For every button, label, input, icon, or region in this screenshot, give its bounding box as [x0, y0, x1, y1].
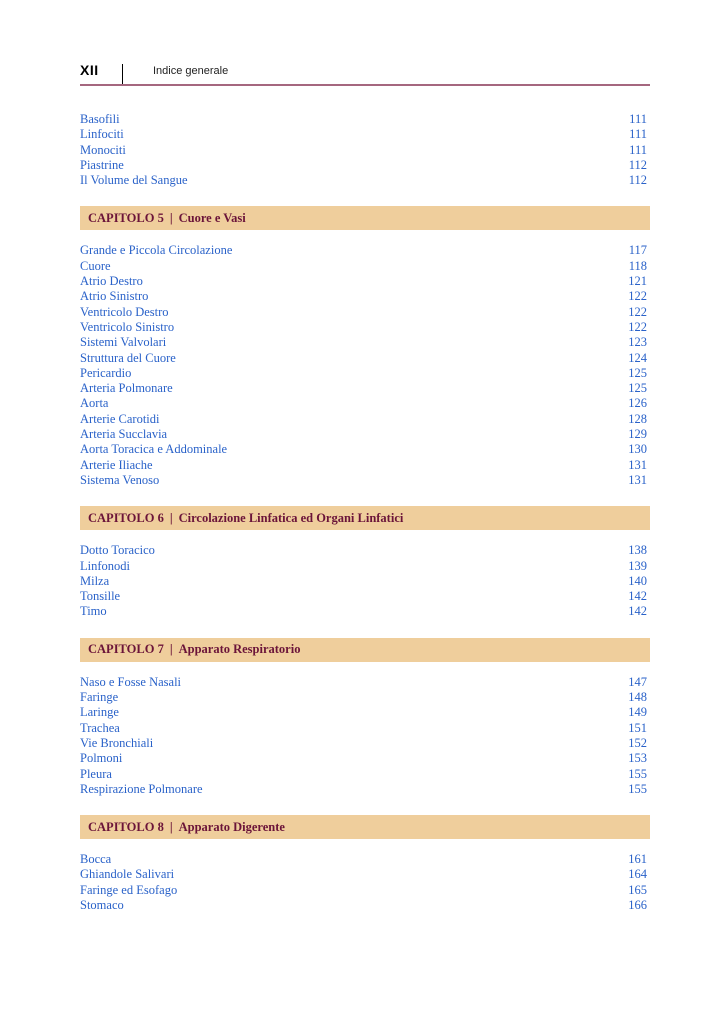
toc-entry-page: 122	[628, 289, 647, 304]
toc-entry-label: Bocca	[80, 852, 112, 867]
toc-entry[interactable]	[80, 721, 647, 736]
toc-entry-page: 138	[628, 543, 647, 558]
toc-entry-label: Sistemi Valvolari	[80, 335, 167, 350]
toc-entry[interactable]	[80, 782, 647, 797]
toc-entry-page: 128	[628, 411, 647, 426]
toc-entry-page: 165	[628, 882, 647, 897]
toc-entry-page: 123	[628, 335, 647, 350]
chapter-entries	[80, 543, 647, 619]
toc-entry-label: Pleura	[80, 766, 112, 781]
toc-entry-page: 122	[628, 304, 647, 319]
toc-entry-label: Il Volume del Sangue	[80, 173, 188, 188]
chapter-number: CAPITOLO 8	[88, 819, 164, 834]
chapter-heading[interactable]	[80, 638, 650, 662]
toc-entry-label: Naso e Fosse Nasali	[80, 674, 182, 689]
toc-entry[interactable]	[80, 396, 647, 411]
toc-entry-label: Polmoni	[80, 751, 123, 766]
toc-entry-label: Milza	[80, 573, 110, 588]
toc-entry-label: Arteria Polmonare	[80, 381, 173, 396]
toc-entry-page: 166	[628, 897, 647, 912]
chapter-title: Apparato Respiratorio	[178, 642, 301, 657]
toc-entry-page: 118	[628, 258, 647, 273]
toc-entry-page: 111	[629, 112, 647, 126]
toc-entry[interactable]	[80, 289, 647, 304]
toc-entry[interactable]	[80, 427, 647, 442]
toc-entry-page: 155	[628, 766, 647, 781]
chapter-heading[interactable]	[80, 206, 650, 230]
toc-entry-label: Vie Bronchiali	[80, 735, 154, 750]
toc-entry-label: Grande e Piccola Circolazione	[80, 243, 233, 258]
toc-entry[interactable]	[80, 381, 647, 396]
toc-entry-page: 151	[628, 720, 647, 735]
header-rule	[80, 84, 650, 86]
toc-entry[interactable]	[80, 366, 647, 381]
toc-entry[interactable]	[80, 158, 647, 173]
toc-entry[interactable]	[80, 112, 647, 127]
toc-entry-label: Linfociti	[80, 127, 124, 142]
toc-entry-label: Arterie Carotidi	[80, 411, 160, 426]
chapter-entries	[80, 243, 647, 488]
toc-entry-label: Atrio Sinistro	[80, 289, 149, 304]
toc-entry[interactable]	[80, 705, 647, 720]
chapter-heading[interactable]	[80, 506, 650, 530]
toc-entry-label: Laringe	[80, 705, 119, 720]
toc-entry-page: 152	[628, 735, 647, 750]
toc-entry[interactable]	[80, 143, 647, 158]
toc-entry-page: 122	[628, 319, 647, 334]
toc-entry[interactable]	[80, 751, 647, 766]
toc-entry-page: 125	[628, 365, 647, 380]
toc-entry[interactable]	[80, 351, 647, 366]
toc-entry-page: 111	[629, 127, 647, 142]
toc-entry[interactable]	[80, 259, 647, 274]
toc-entry[interactable]	[80, 243, 647, 258]
toc-entry-label: Monociti	[80, 142, 126, 157]
toc-entry-page: 124	[628, 350, 647, 365]
chapter-separator: |	[169, 210, 173, 225]
toc-entry[interactable]	[80, 412, 647, 427]
toc-entry[interactable]	[80, 458, 647, 473]
toc-entry-label: Faringe	[80, 690, 119, 705]
chapter-number: CAPITOLO 5	[88, 210, 164, 225]
toc-entry[interactable]	[80, 767, 647, 782]
toc-entry-page: 131	[628, 472, 647, 487]
toc-entry-page: 148	[628, 690, 647, 705]
toc-entry-page: 140	[628, 573, 647, 588]
toc-entry-page: 112	[628, 173, 647, 188]
chapter-heading[interactable]	[80, 815, 650, 839]
chapter-separator: |	[169, 510, 173, 525]
toc-entry-page: 149	[628, 705, 647, 720]
toc-entry-page: 121	[628, 274, 647, 289]
spacer	[80, 188, 647, 206]
spacer	[80, 230, 647, 243]
toc-entry[interactable]	[80, 559, 647, 574]
toc-entry[interactable]	[80, 690, 647, 705]
header-separator	[122, 64, 123, 84]
spacer	[80, 662, 647, 675]
toc-entry[interactable]	[80, 604, 647, 619]
toc-entry-page: 164	[628, 867, 647, 882]
toc-entry-label: Aorta Toracica e Addominale	[80, 442, 228, 457]
toc-entry-label: Basofili	[80, 112, 120, 126]
toc-entry-label: Pericardio	[80, 365, 132, 380]
toc-entry[interactable]	[80, 883, 647, 898]
toc-entry-label: Ventricolo Destro	[80, 304, 169, 319]
spacer	[80, 530, 647, 543]
chapter-title: Cuore e Vasi	[178, 210, 246, 225]
toc-entry-label: Struttura del Cuore	[80, 350, 176, 365]
toc-entry-label: Trachea	[80, 720, 120, 735]
toc-entry[interactable]	[80, 320, 647, 335]
toc-entry[interactable]	[80, 473, 647, 488]
toc-entry[interactable]	[80, 736, 647, 751]
toc-entry-label: Tonsille	[80, 589, 121, 604]
toc-entry[interactable]	[80, 574, 647, 589]
page-number: XII	[80, 62, 99, 78]
toc-entry[interactable]	[80, 335, 647, 350]
toc-entry-label: Aorta	[80, 396, 109, 411]
chapter-title: Apparato Digerente	[178, 819, 285, 834]
table-of-contents	[80, 112, 647, 913]
toc-entry-page: 111	[629, 142, 647, 157]
chapter-separator: |	[169, 819, 173, 834]
spacer	[80, 620, 647, 638]
toc-entry-label: Respirazione Polmonare	[80, 781, 203, 796]
spacer	[80, 488, 647, 506]
toc-entry-label: Ventricolo Sinistro	[80, 319, 175, 334]
toc-entry[interactable]	[80, 543, 647, 558]
toc-entry-page: 161	[628, 852, 647, 867]
toc-entry[interactable]	[80, 898, 647, 913]
toc-entry-page: 126	[628, 396, 647, 411]
toc-entry-page: 125	[628, 381, 647, 396]
toc-entry-page: 155	[628, 781, 647, 796]
toc-entry-page: 117	[628, 243, 647, 258]
toc-entry-page: 142	[628, 589, 647, 604]
toc-entry-page: 129	[628, 427, 647, 442]
toc-entry-label: Piastrine	[80, 157, 124, 172]
page-header	[80, 60, 650, 86]
intro-entries	[80, 112, 647, 188]
toc-entry[interactable]	[80, 274, 647, 289]
toc-entry[interactable]	[80, 852, 647, 867]
toc-entry-page: 139	[628, 558, 647, 573]
toc-entry[interactable]	[80, 675, 647, 690]
toc-entry[interactable]	[80, 173, 647, 188]
spacer	[80, 839, 647, 852]
chapter-separator: |	[169, 642, 173, 657]
toc-entry-label: Sistema Venoso	[80, 472, 160, 487]
toc-entry-label: Cuore	[80, 258, 111, 273]
toc-entry-label: Arteria Succlavia	[80, 427, 168, 442]
spacer	[80, 797, 647, 815]
toc-entry-page: 153	[628, 751, 647, 766]
toc-entry-label: Timo	[80, 604, 107, 619]
toc-entry-page: 142	[628, 604, 647, 619]
chapter-number: CAPITOLO 6	[88, 510, 164, 525]
toc-entry-label: Linfonodi	[80, 558, 130, 573]
toc-entry-label: Stomaco	[80, 897, 124, 912]
toc-entry[interactable]	[80, 127, 647, 142]
chapter-entries	[80, 852, 647, 913]
toc-entry-page: 130	[628, 442, 647, 457]
chapter-number: CAPITOLO 7	[88, 642, 164, 657]
toc-entry-page: 147	[628, 674, 647, 689]
toc-entry-label: Faringe ed Esofago	[80, 882, 178, 897]
toc-entry-label: Arterie Iliache	[80, 457, 153, 472]
toc-entry-label: Atrio Destro	[80, 274, 143, 289]
chapter-entries	[80, 675, 647, 797]
toc-entry[interactable]	[80, 305, 647, 320]
running-title: Indice generale	[153, 65, 229, 77]
toc-entry-label: Ghiandole Salivari	[80, 867, 175, 882]
toc-entry[interactable]	[80, 589, 647, 604]
toc-entry-page: 112	[628, 157, 647, 172]
toc-entry-label: Dotto Toracico	[80, 543, 155, 558]
toc-entry[interactable]	[80, 867, 647, 882]
chapter-title: Circolazione Linfatica ed Organi Linfatici	[178, 510, 404, 525]
toc-entry-page: 131	[628, 457, 647, 472]
toc-entry[interactable]	[80, 442, 647, 457]
